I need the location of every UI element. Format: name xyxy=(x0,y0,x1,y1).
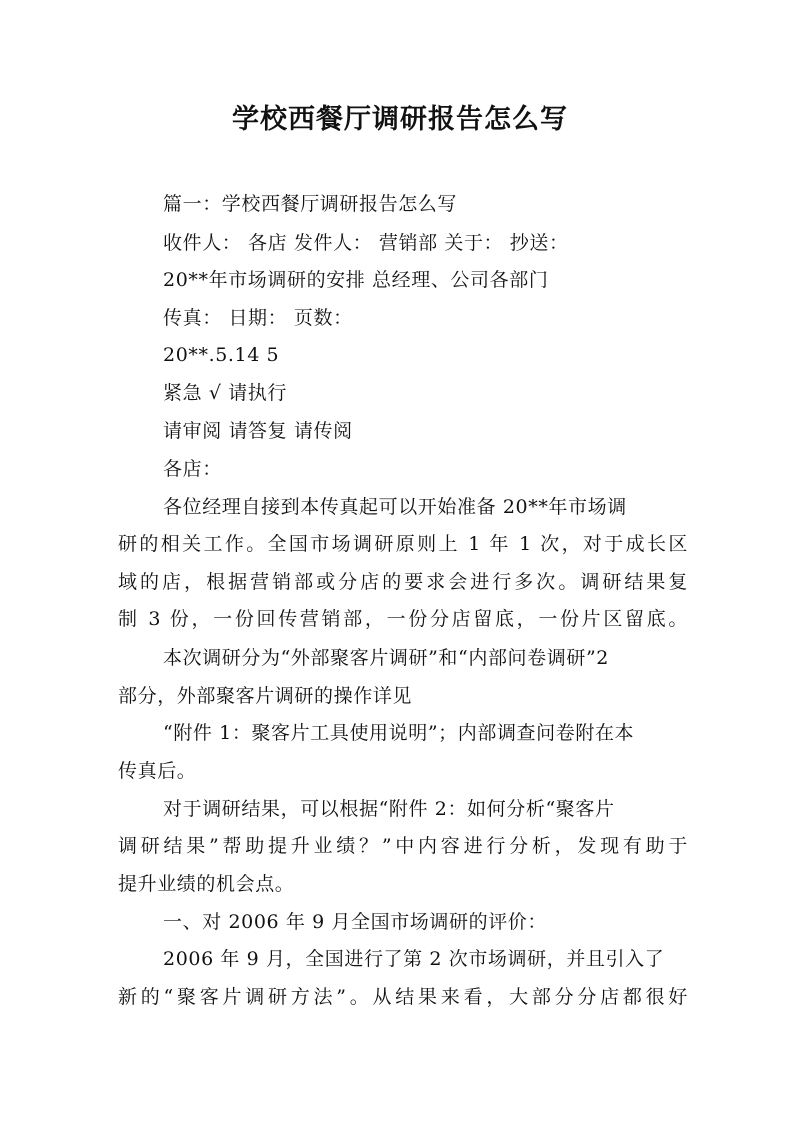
fax-header-line: 20**.5.14 5 xyxy=(163,344,280,366)
body-line: 调研结果”帮助提升业绩？”中内容进行分析，发现有助于 xyxy=(118,835,688,857)
body-line: 对于调研结果，可以根据“附件 2：如何分析“聚客片 xyxy=(163,798,615,820)
body-line: 制 3 份，一份回传营销部，一份分店留底，一份片区留底。 xyxy=(118,608,688,630)
body-line: 各位经理自接到本传真起可以开始准备 20**年市场调 xyxy=(163,496,627,518)
body-line: 新的“聚客片调研方法”。从结果来看，大部分分店都很好 xyxy=(118,986,688,1008)
body-line: 域的店，根据营销部或分店的要求会进行多次。调研结果复 xyxy=(118,571,688,593)
fax-header-line: 传真： 日期： 页数： xyxy=(163,307,353,329)
heading-line: 篇一：学校西餐厅调研报告怎么写 xyxy=(163,193,458,215)
salutation-line: 各店： xyxy=(163,458,222,480)
fax-header-line: 收件人： 各店 发件人： 营销部 关于： 抄送： xyxy=(163,232,569,254)
document-title: 学校西餐厅调研报告怎么写 xyxy=(232,104,568,135)
body-line: 部分，外部聚客片调研的操作详见 xyxy=(118,685,413,707)
body-line: 提升业绩的机会点。 xyxy=(118,873,295,895)
fax-header-line: 紧急 √ 请执行 xyxy=(163,382,287,404)
body-line: 研的相关工作。全国市场调研原则上 1 年 1 次，对于成长区 xyxy=(118,533,688,555)
fax-header-line: 请审阅 请答复 请传阅 xyxy=(163,420,353,442)
section-heading-line: 一、对 2006 年 9 月全国市场调研的评价： xyxy=(163,911,548,933)
fax-header-line: 20**年市场调研的安排 总经理、公司各部门 xyxy=(163,269,549,291)
body-line: “附件 1：聚客片工具使用说明”；内部调查问卷附在本 xyxy=(163,722,635,744)
body-line: 2006 年 9 月，全国进行了第 2 次市场调研，并且引入了 xyxy=(163,948,665,970)
body-line: 本次调研分为“外部聚客片调研”和“内部问卷调研”2 xyxy=(163,647,609,669)
body-line: 传真后。 xyxy=(118,760,197,782)
